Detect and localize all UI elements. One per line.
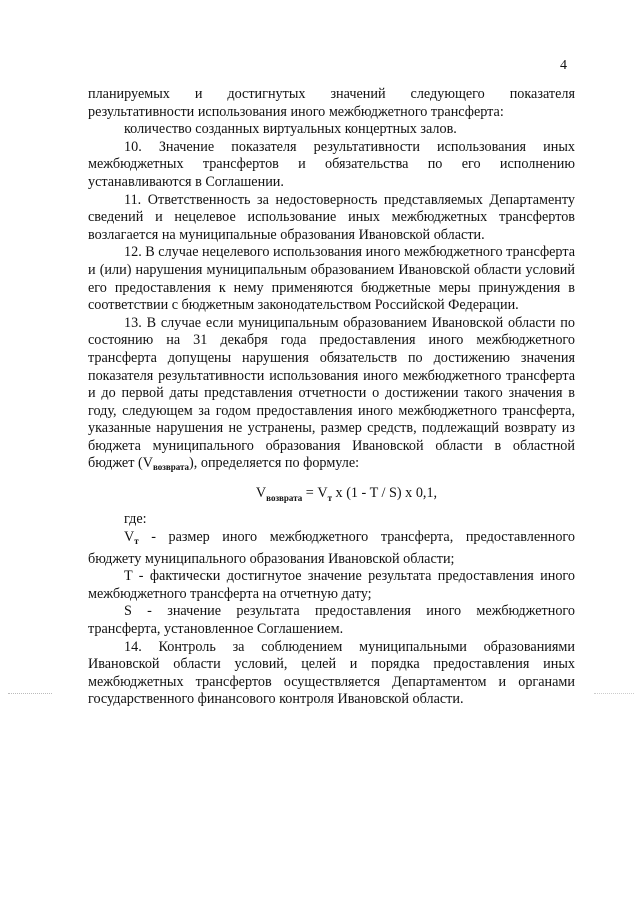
definition-vt <box>88 529 575 568</box>
definition-t: T - фактически достигнутое значение результата предоставления иного межбюджетного трансферта на отчетную дату; <box>88 568 575 602</box>
formula-rhs: x (1 - T / S) x 0,1, <box>332 485 438 502</box>
paragraph-indicator: количество созданных виртуальных концертных залов. <box>124 121 457 138</box>
paragraph-13-subscript: возврата <box>152 462 190 473</box>
definition-vt-symbol: V <box>124 529 135 546</box>
definition-vt-text: - размер иного межбюджетного трансферта, предоставленного бюджету муниципального образования Ивановской области; <box>88 529 575 567</box>
document-body <box>88 86 575 709</box>
paragraph-13-text: 13. В случае если муниципальным образованием Ивановской области по состоянию на 31 декабря года предоставления иного межбюджетного трансферта допущены нарушения обязательств по достижению значения показателя результативности использования иного межбюджетного трансферта и до первой даты представления отчетности о достижении такого значения в году, следующем за годом предоставления иного межбюджетного трансферта, указанные нарушения не устранены, размер средств, подлежащий возврату из бюджета муниципального образования Ивановской области в областной бюджет (V <box>88 314 575 472</box>
paragraph-12: 12. В случае нецелевого использования иного межбюджетного трансферта и (или) нарушения муниципальным образованием Ивановской области условий его предоставления к нему применяются бюджетные меры принуждения в соответствии с бюджетным законодательством Российской Федерации. <box>88 244 576 314</box>
definition-vt-subscript: т <box>134 536 139 547</box>
paragraph-intro: планируемых и достигнутых значений следующего показателя результативности использования иного межбюджетного трансферта: <box>88 86 575 120</box>
formula-lhs: V <box>255 485 267 502</box>
paragraph-10: 10. Значение показателя результативности использования иных межбюджетных трансфертов и обязательства по его исполнению устанавливаются в Соглашении. <box>88 138 575 190</box>
left-margin-mark <box>8 693 52 695</box>
formula-vt-subscript: т <box>327 492 332 503</box>
paragraph-13-end: ), определяется по формуле: <box>189 455 360 472</box>
right-margin-mark <box>594 693 634 695</box>
paragraph-13 <box>88 315 575 477</box>
formula-lhs-subscript: возврата <box>266 492 303 503</box>
refund-formula <box>88 485 575 507</box>
definition-s: S - значение результата предоставления иного межбюджетного трансферта, установленное Соглашением. <box>88 603 575 638</box>
formula-eq: = V <box>302 485 328 502</box>
where-label: где: <box>124 511 147 528</box>
paragraph-11: 11. Ответственность за недостоверность представляемых Департаменту сведений и нецелевое использование иных межбюджетных трансфертов возлагается на муниципальные образования Ивановской области. <box>88 191 575 243</box>
paragraph-14: 14. Контроль за соблюдением муниципальными образованиями Ивановской области условий, целей и порядка предоставления иных межбюджетных трансфертов осуществляется Департаментом и органами государственного финансового контроля Ивановской области. <box>88 638 575 708</box>
page-number: 4 <box>560 58 567 73</box>
